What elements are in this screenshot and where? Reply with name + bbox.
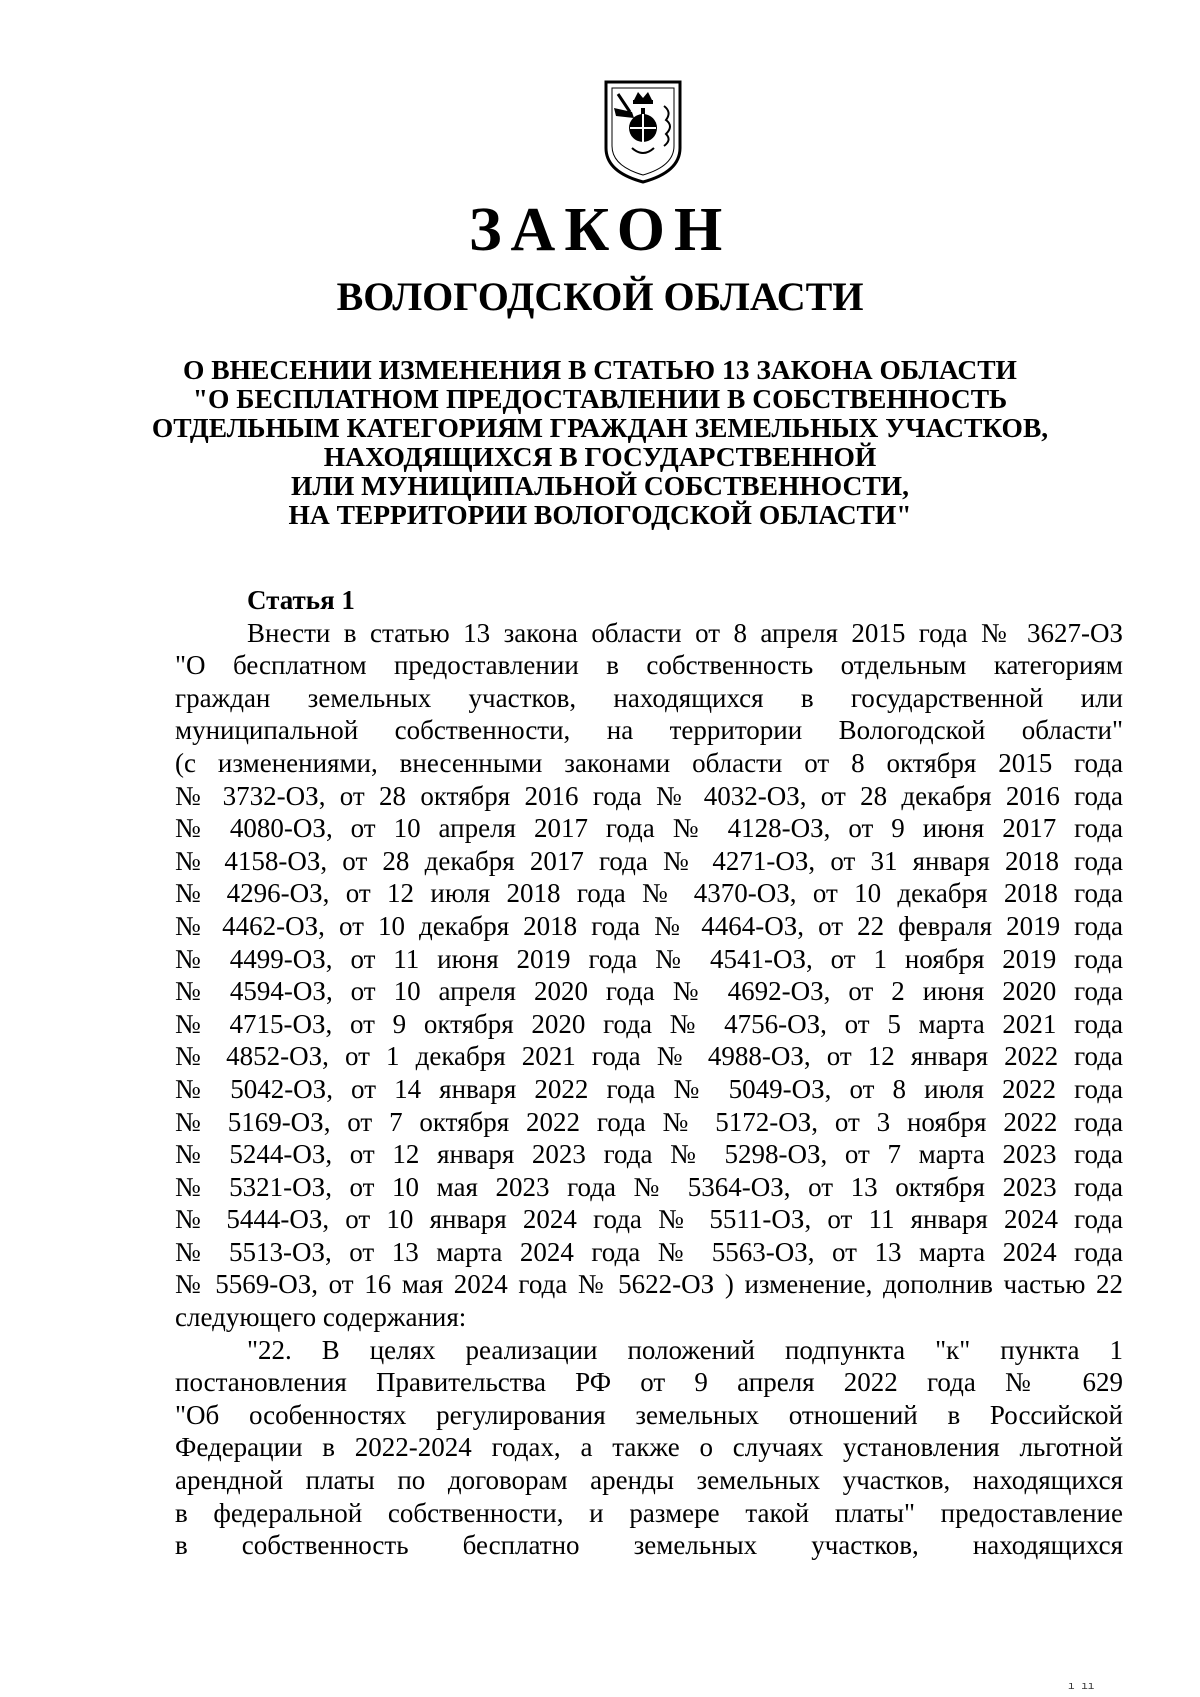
text-line: № 3732-ОЗ, от 28 октября 2016 года № 4032-ОЗ, от 28 декабря 2016 года [175,780,1123,811]
text-line: постановления Правительства РФ от 9 апреля 2022 года № 629 [175,1367,1123,1398]
text-line: муниципальной собственности, на территории Вологодской области" [175,715,1123,746]
subject-line: "О БЕСПЛАТНОМ ПРЕДОСТАВЛЕНИИ В СОБСТВЕННОСТЬ [192,383,1008,414]
text-line: № 4715-ОЗ, от 9 октября 2020 года № 4756-ОЗ, от 5 марта 2021 года [175,1008,1123,1039]
text-line: (с изменениями, внесенными законами области от 8 октября 2015 года [175,747,1123,778]
text-line: № 5513-ОЗ, от 13 марта 2024 года № 5563-ОЗ, от 13 марта 2024 года [175,1236,1123,1267]
subject-line: ИЛИ МУНИЦИПАЛЬНОЙ СОБСТВЕННОСТИ, [291,470,909,501]
subject-line: НАХОДЯЩИХСЯ В ГОСУДАРСТВЕННОЙ [323,441,877,472]
text-line: № 5244-ОЗ, от 12 января 2023 года № 5298-ОЗ, от 7 марта 2023 года [175,1139,1123,1170]
text-line: № 5169-ОЗ, от 7 октября 2022 года № 5172-ОЗ, от 3 ноября 2022 года [175,1106,1123,1137]
text-line: № 4296-ОЗ, от 12 июля 2018 года № 4370-ОЗ, от 10 декабря 2018 года [175,878,1123,909]
document-body [175,584,1123,1562]
page-footer-mark: ı ıı [1068,1681,1095,1693]
text-line: Внести в статью 13 закона области от 8 апреля 2015 года № 3627-ОЗ [247,617,1123,648]
article-paragraph [175,1334,1123,1562]
article-paragraph [175,617,1123,1334]
text-line: № 4462-ОЗ, от 10 декабря 2018 года № 4464-ОЗ, от 22 февраля 2019 года [175,910,1123,941]
subject-line: НА ТЕРРИТОРИИ ВОЛОГОДСКОЙ ОБЛАСТИ" [288,499,912,530]
text-line: № 5444-ОЗ, от 10 января 2024 года № 5511-ОЗ, от 11 января 2024 года [175,1204,1123,1235]
text-line: граждан земельных участков, находящихся в государственной или [175,682,1123,713]
text-line: № 5569-ОЗ, от 16 мая 2024 года № 5622-ОЗ ) изменение, дополнив частью 22 [175,1269,1123,1300]
text-line: № 4594-ОЗ, от 10 апреля 2020 года № 4692-ОЗ, от 2 июня 2020 года [175,976,1123,1007]
text-line: № 4158-ОЗ, от 28 декабря 2017 года № 4271-ОЗ, от 31 января 2018 года [175,845,1123,876]
text-line: следующего содержания: [175,1302,467,1333]
coat-of-arms-icon [602,78,684,186]
region-title: ВОЛОГОДСКОЙ ОБЛАСТИ [336,274,864,319]
text-line: в федеральной собственности, и размере такой платы" предоставление [175,1497,1123,1528]
text-line: арендной платы по договорам аренды земельных участков, находящихся [175,1465,1123,1496]
text-line: № 4499-ОЗ, от 11 июня 2019 года № 4541-ОЗ, от 1 ноября 2019 года [175,943,1123,974]
text-line: "Об особенностях регулирования земельных отношений в Российской [175,1399,1123,1430]
subject-line: О ВНЕСЕНИИ ИЗМЕНЕНИЯ В СТАТЬЮ 13 ЗАКОНА ОБЛАСТИ [183,354,1017,385]
text-line: "О бесплатном предоставлении в собственность отдельным категориям [175,650,1123,681]
text-line: в собственность бесплатно земельных участков, находящихся [175,1530,1123,1561]
subject-line: ОТДЕЛЬНЫМ КАТЕГОРИЯМ ГРАЖДАН ЗЕМЕЛЬНЫХ УЧАСТКОВ, [151,412,1049,443]
text-line: "22. В целях реализации положений подпункта "к" пункта 1 [247,1334,1123,1365]
law-subject [150,355,1050,529]
text-line: № 4080-ОЗ, от 10 апреля 2017 года № 4128-ОЗ, от 9 июня 2017 года [175,813,1123,844]
text-line: № 4852-ОЗ, от 1 декабря 2021 года № 4988-ОЗ, от 12 января 2022 года [175,1041,1123,1072]
article-heading: Статья 1 [247,585,355,615]
text-line: № 5321-ОЗ, от 10 мая 2023 года № 5364-ОЗ, от 13 октября 2023 года [175,1171,1123,1202]
text-line: № 5042-ОЗ, от 14 января 2022 года № 5049-ОЗ, от 8 июля 2022 года [175,1073,1123,1104]
document-type-title: ЗАКОН [468,196,732,264]
text-line: Федерации в 2022-2024 годах, а также о случаях установления льготной [175,1432,1123,1463]
